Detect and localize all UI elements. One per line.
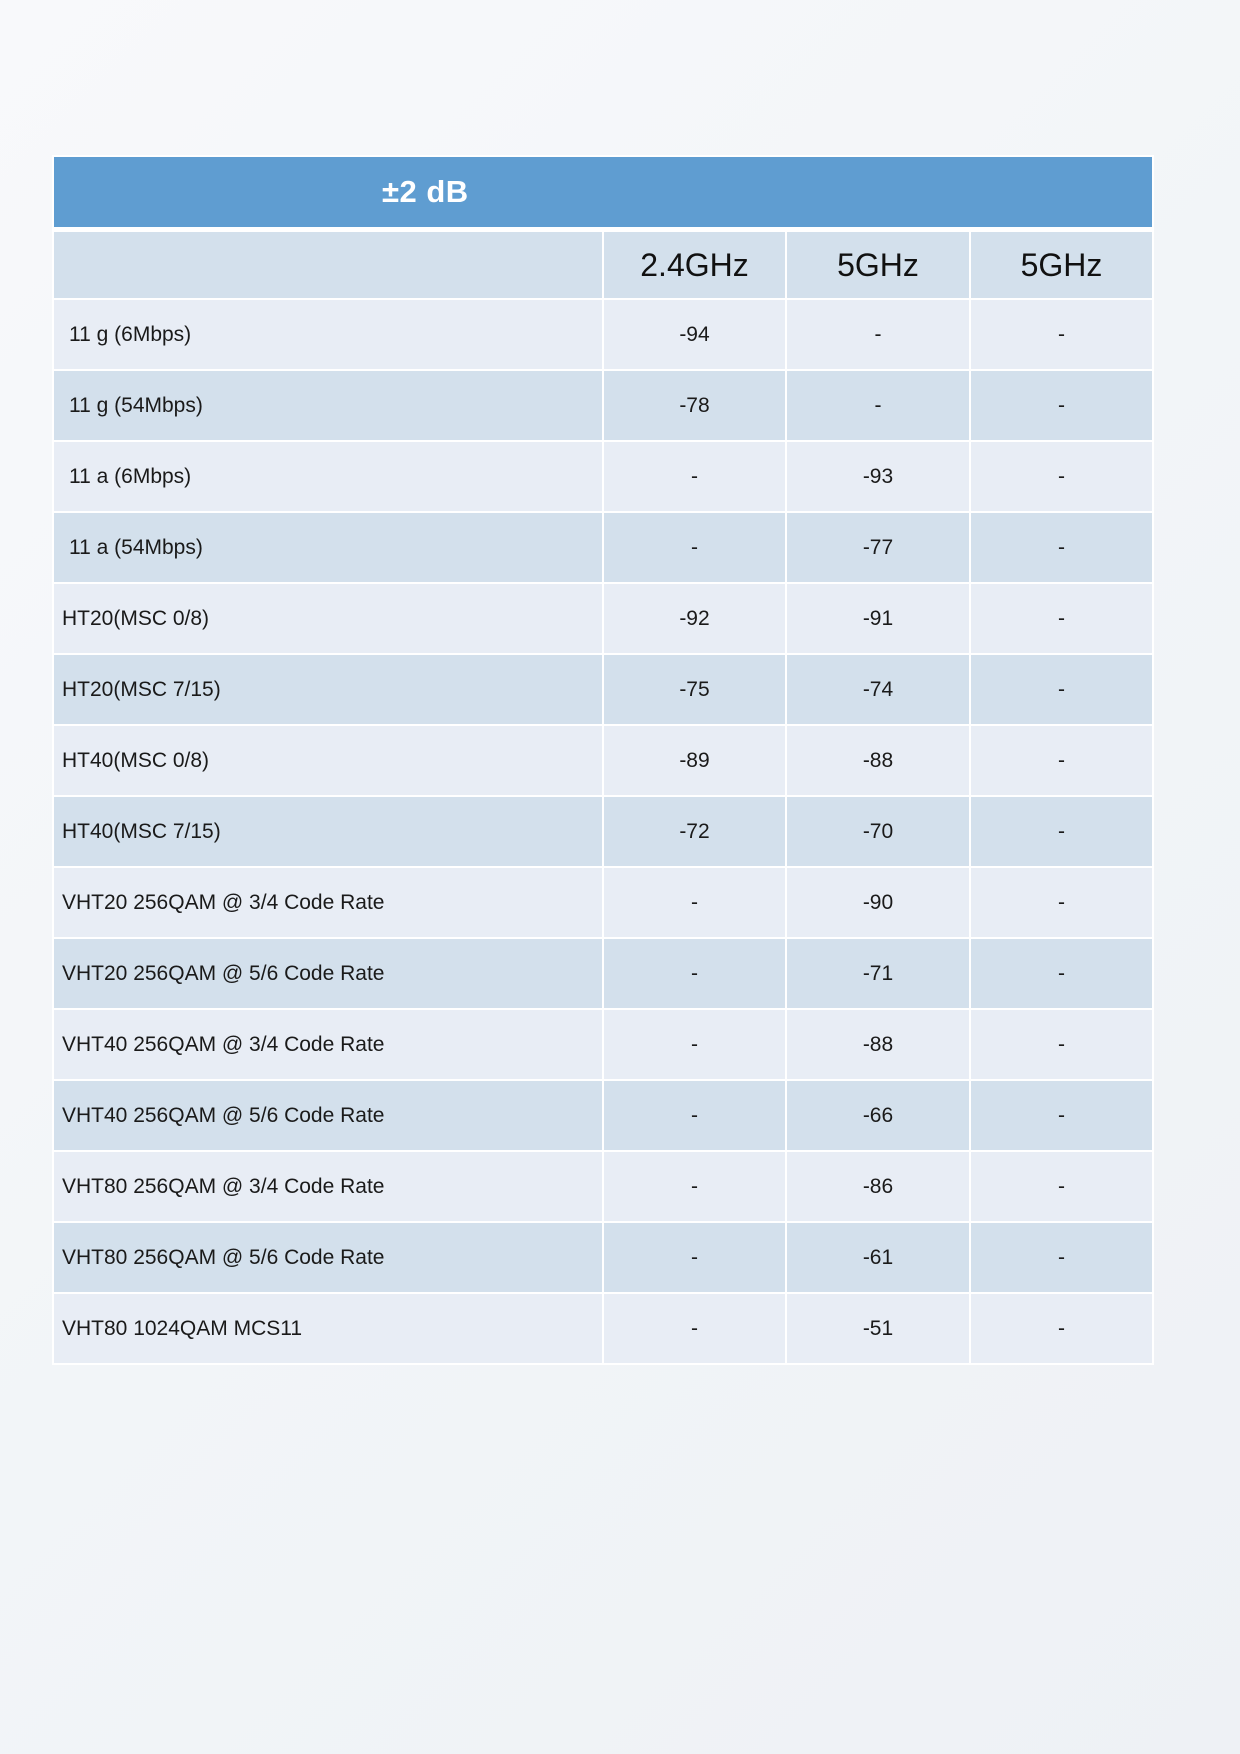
value-5ghz: -93 xyxy=(786,441,970,512)
table-row xyxy=(53,938,1153,1009)
value-5ghz: -61 xyxy=(786,1222,970,1293)
row-label: HT40(MSC 7/15) xyxy=(53,796,603,867)
value-2-4ghz: -94 xyxy=(603,299,786,370)
row-label: HT40(MSC 0/8) xyxy=(53,725,603,796)
value-5ghz-second: - xyxy=(970,512,1153,583)
sensitivity-table xyxy=(52,155,1154,1365)
value-2-4ghz: - xyxy=(603,1222,786,1293)
row-label: VHT20 256QAM @ 3/4 Code Rate xyxy=(53,867,603,938)
value-5ghz: -66 xyxy=(786,1080,970,1151)
row-label: VHT80 256QAM @ 5/6 Code Rate xyxy=(53,1222,603,1293)
value-5ghz: -91 xyxy=(786,583,970,654)
value-2-4ghz: - xyxy=(603,867,786,938)
table-body xyxy=(53,299,1153,1364)
table-row xyxy=(53,1151,1153,1222)
value-5ghz-second: - xyxy=(970,938,1153,1009)
value-2-4ghz: -75 xyxy=(603,654,786,725)
row-label: VHT40 256QAM @ 3/4 Code Rate xyxy=(53,1009,603,1080)
value-5ghz: -88 xyxy=(786,725,970,796)
table-row xyxy=(53,512,1153,583)
header-cell-2-4ghz: 2.4GHz xyxy=(603,230,786,300)
value-5ghz-second: - xyxy=(970,1293,1153,1364)
value-5ghz-second: - xyxy=(970,1080,1153,1151)
value-2-4ghz: -78 xyxy=(603,370,786,441)
value-5ghz: -77 xyxy=(786,512,970,583)
table-title-row xyxy=(53,156,1153,230)
table-row xyxy=(53,725,1153,796)
value-5ghz-second: - xyxy=(970,1151,1153,1222)
table-row xyxy=(53,1293,1153,1364)
value-5ghz-second: - xyxy=(970,1222,1153,1293)
value-5ghz-second: - xyxy=(970,654,1153,725)
value-2-4ghz: -89 xyxy=(603,725,786,796)
row-label: VHT20 256QAM @ 5/6 Code Rate xyxy=(53,938,603,1009)
value-5ghz: -71 xyxy=(786,938,970,1009)
table-row xyxy=(53,299,1153,370)
value-2-4ghz: - xyxy=(603,1151,786,1222)
value-5ghz: -74 xyxy=(786,654,970,725)
row-label: 11 a (54Mbps) xyxy=(53,512,603,583)
row-label: 11 g (6Mbps) xyxy=(53,299,603,370)
value-2-4ghz: - xyxy=(603,441,786,512)
value-2-4ghz: - xyxy=(603,1009,786,1080)
header-cell-label xyxy=(53,230,603,300)
table-row xyxy=(53,441,1153,512)
table-row xyxy=(53,583,1153,654)
value-2-4ghz: -72 xyxy=(603,796,786,867)
table-row xyxy=(53,796,1153,867)
value-5ghz-second: - xyxy=(970,441,1153,512)
row-label: VHT80 256QAM @ 3/4 Code Rate xyxy=(53,1151,603,1222)
table-row xyxy=(53,1222,1153,1293)
value-5ghz-second: - xyxy=(970,867,1153,938)
row-label: 11 a (6Mbps) xyxy=(53,441,603,512)
row-label: HT20(MSC 7/15) xyxy=(53,654,603,725)
value-2-4ghz: - xyxy=(603,512,786,583)
value-5ghz-second: - xyxy=(970,583,1153,654)
row-label: VHT80 1024QAM MCS11 xyxy=(53,1293,603,1364)
table-row xyxy=(53,867,1153,938)
table-row xyxy=(53,654,1153,725)
header-cell-5ghz: 5GHz xyxy=(786,230,970,300)
value-2-4ghz: -92 xyxy=(603,583,786,654)
value-5ghz: -51 xyxy=(786,1293,970,1364)
table-title: ±2 dB xyxy=(382,174,469,209)
table-row xyxy=(53,370,1153,441)
value-5ghz: -86 xyxy=(786,1151,970,1222)
value-5ghz: -70 xyxy=(786,796,970,867)
value-5ghz-second: - xyxy=(970,725,1153,796)
value-5ghz: -88 xyxy=(786,1009,970,1080)
table-header-row xyxy=(53,230,1153,300)
table-title-cell xyxy=(53,156,1153,230)
value-2-4ghz: - xyxy=(603,1293,786,1364)
row-label: HT20(MSC 0/8) xyxy=(53,583,603,654)
value-5ghz: -90 xyxy=(786,867,970,938)
row-label: VHT40 256QAM @ 5/6 Code Rate xyxy=(53,1080,603,1151)
row-label: 11 g (54Mbps) xyxy=(53,370,603,441)
value-5ghz-second: - xyxy=(970,370,1153,441)
value-5ghz-second: - xyxy=(970,1009,1153,1080)
header-cell-5ghz-second: 5GHz xyxy=(970,230,1153,300)
value-5ghz-second: - xyxy=(970,796,1153,867)
value-5ghz: - xyxy=(786,370,970,441)
table-row xyxy=(53,1080,1153,1151)
value-5ghz: - xyxy=(786,299,970,370)
table-row xyxy=(53,1009,1153,1080)
value-5ghz-second: - xyxy=(970,299,1153,370)
value-2-4ghz: - xyxy=(603,938,786,1009)
value-2-4ghz: - xyxy=(603,1080,786,1151)
